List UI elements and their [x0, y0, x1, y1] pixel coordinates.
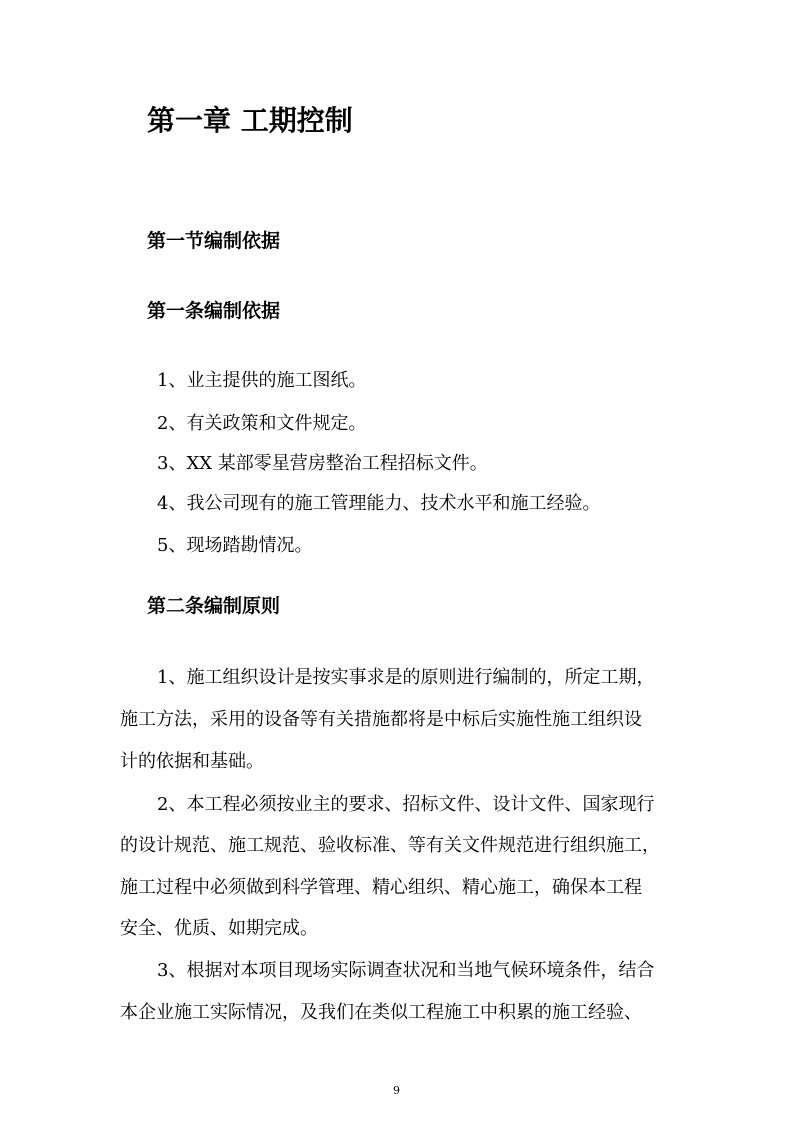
paragraph-line: 施工过程中必须做到科学管理、精心组织、精心施工，确保本工程 [120, 877, 642, 898]
list-item: 4、我公司现有的施工管理能力、技术水平和施工经验。 [157, 493, 601, 514]
paragraph-line: 的设计规范、施工规范、验收标准、等有关文件规范进行组织施工， [120, 835, 660, 856]
page-number: 9 [393, 1084, 400, 1097]
article-1-title: 第一条编制依据 [147, 300, 281, 322]
paragraph-line: 2、本工程必须按业主的要求、招标文件、设计文件、国家现行 [157, 794, 655, 815]
paragraph-line: 安全、优质、如期完成。 [120, 918, 318, 939]
paragraph-line: 1、施工组织设计是按实事求是的原则进行编制的，所定工期， [157, 667, 655, 688]
list-item: 5、现场踏勘情况。 [157, 535, 313, 556]
list-item: 3、XX 某部零星营房整治工程招标文件。 [157, 453, 488, 474]
paragraph-line: 计的依据和基础。 [120, 751, 264, 772]
list-item: 2、有关政策和文件规定。 [157, 413, 367, 434]
article-2-title: 第二条编制原则 [147, 595, 281, 617]
list-item: 1、业主提供的施工图纸。 [157, 370, 367, 391]
section-title: 第一节编制依据 [147, 230, 281, 252]
chapter-title: 第一章 工期控制 [147, 104, 353, 137]
paragraph-line: 本企业施工实际情况，及我们在类似工程施工中积累的施工经验、 [120, 1002, 642, 1023]
paragraph-line: 施工方法，采用的设备等有关措施都将是中标后实施性施工组织设 [120, 709, 642, 730]
paragraph-line: 3、根据对本项目现场实际调查状况和当地气候环境条件，结合 [157, 960, 655, 981]
